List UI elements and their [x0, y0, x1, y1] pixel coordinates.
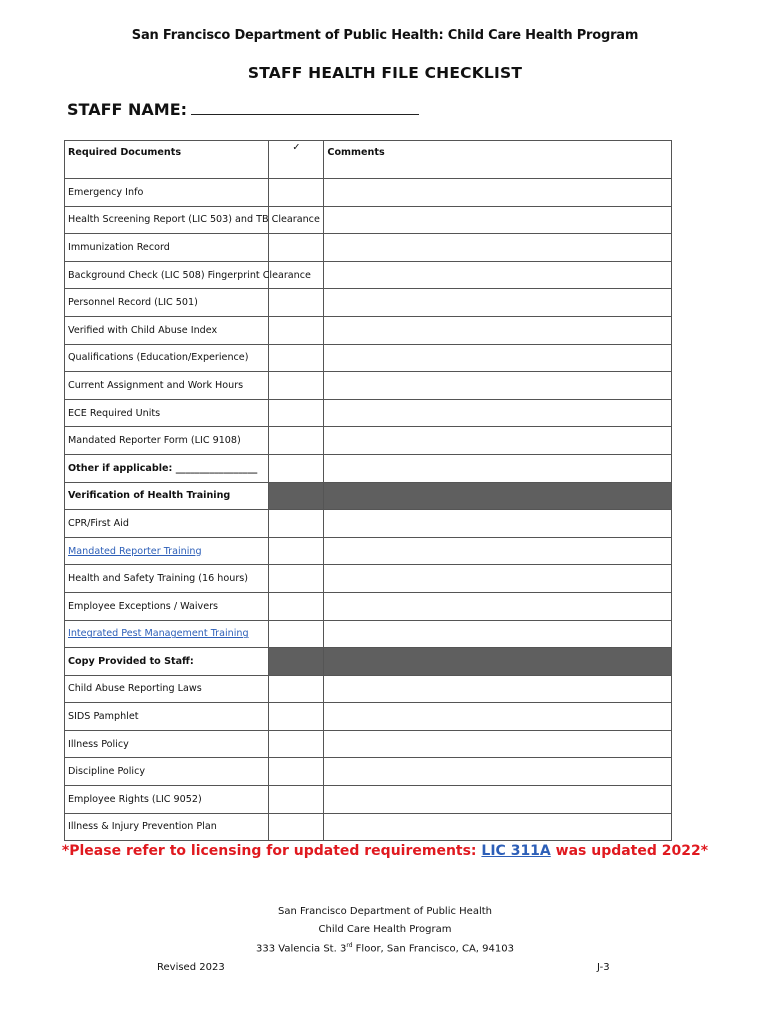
- row-label-other[interactable]: Other if applicable: _________________: [65, 454, 269, 482]
- comment-cell[interactable]: [324, 179, 672, 207]
- section-label-copy-provided: Copy Provided to Staff:: [65, 648, 269, 676]
- shaded-cell: [324, 648, 672, 676]
- comment-cell[interactable]: [324, 510, 672, 538]
- comment-cell[interactable]: [324, 675, 672, 703]
- row-label: Mandated Reporter Form (LIC 9108): [65, 427, 269, 455]
- table-row: [65, 758, 672, 786]
- comment-cell[interactable]: [324, 316, 672, 344]
- check-cell[interactable]: [269, 510, 324, 538]
- page-title: STAFF HEALTH FILE CHECKLIST: [247, 64, 523, 82]
- table-row: [65, 537, 672, 565]
- table-row: [65, 620, 672, 648]
- header-comments: Comments: [324, 141, 672, 179]
- staff-name-line[interactable]: [191, 100, 419, 115]
- footer-address-sup: rd: [346, 942, 353, 949]
- comment-cell[interactable]: [324, 730, 672, 758]
- table-row: [65, 261, 672, 289]
- comment-cell[interactable]: [324, 592, 672, 620]
- check-cell[interactable]: [269, 427, 324, 455]
- row-label: Employee Exceptions / Waivers: [65, 592, 269, 620]
- row-label-cell: [65, 537, 269, 565]
- header-check-icon: ✓: [269, 141, 324, 179]
- comment-cell[interactable]: [324, 786, 672, 814]
- row-label: Verified with Child Abuse Index: [65, 316, 269, 344]
- check-cell[interactable]: [269, 179, 324, 207]
- footer-program: Child Care Health Program: [318, 924, 452, 935]
- check-cell[interactable]: [269, 592, 324, 620]
- mandated-reporter-training-link[interactable]: Mandated Reporter Training: [68, 545, 202, 557]
- check-cell[interactable]: [269, 344, 324, 372]
- organization-title: San Francisco Department of Public Health: Child Care Health Program: [131, 28, 639, 43]
- row-label: Discipline Policy: [65, 758, 269, 786]
- comment-cell[interactable]: [324, 372, 672, 400]
- comment-cell[interactable]: [324, 427, 672, 455]
- check-cell[interactable]: [269, 316, 324, 344]
- table-row: [65, 510, 672, 538]
- table-row: [65, 565, 672, 593]
- page-number: J-3: [597, 962, 610, 973]
- section-label-health-training: Verification of Health Training: [65, 482, 269, 510]
- revised-date: Revised 2023: [157, 962, 225, 973]
- table-row: [65, 372, 672, 400]
- ipm-training-link[interactable]: Integrated Pest Management Training: [68, 628, 249, 640]
- checklist-table: [64, 140, 672, 841]
- check-cell[interactable]: [269, 289, 324, 317]
- comment-cell[interactable]: [324, 454, 672, 482]
- check-cell[interactable]: [269, 565, 324, 593]
- row-label: Personnel Record (LIC 501): [65, 289, 269, 317]
- check-cell[interactable]: [269, 372, 324, 400]
- check-cell[interactable]: [269, 454, 324, 482]
- check-cell[interactable]: [269, 758, 324, 786]
- row-label: CPR/First Aid: [65, 510, 269, 538]
- staff-name-field: [67, 100, 419, 119]
- row-label: Immunization Record: [65, 234, 269, 262]
- row-label-cell: [65, 620, 269, 648]
- licensing-notice: [0, 843, 770, 859]
- footer-org: San Francisco Department of Public Health: [278, 906, 492, 917]
- table-row: [65, 206, 672, 234]
- comment-cell[interactable]: [324, 206, 672, 234]
- table-row: [65, 730, 672, 758]
- row-label: ECE Required Units: [65, 399, 269, 427]
- table-row: [65, 344, 672, 372]
- shaded-cell: [269, 482, 324, 510]
- row-label: Illness & Injury Prevention Plan: [65, 813, 269, 841]
- comment-cell[interactable]: [324, 234, 672, 262]
- check-cell[interactable]: [269, 675, 324, 703]
- table-row: [65, 399, 672, 427]
- shaded-cell: [324, 482, 672, 510]
- table-row: [65, 675, 672, 703]
- row-label: Illness Policy: [65, 730, 269, 758]
- check-cell[interactable]: [269, 703, 324, 731]
- comment-cell[interactable]: [324, 620, 672, 648]
- table-row: [65, 454, 672, 482]
- lic-311a-link[interactable]: LIC 311A: [481, 843, 551, 859]
- table-row: [65, 427, 672, 455]
- check-cell[interactable]: [269, 730, 324, 758]
- footer-address: [0, 942, 770, 954]
- check-cell[interactable]: [269, 399, 324, 427]
- notice-suffix: was updated 2022*: [550, 843, 709, 859]
- table-row: [65, 703, 672, 731]
- section-header-row: [65, 648, 672, 676]
- footer-address-part2: Floor, San Francisco, CA, 94103: [352, 943, 514, 955]
- check-cell[interactable]: [269, 537, 324, 565]
- row-label: Qualifications (Education/Experience): [65, 344, 269, 372]
- table-row: [65, 786, 672, 814]
- table-row: [65, 289, 672, 317]
- row-label: SIDS Pamphlet: [65, 703, 269, 731]
- table-row: [65, 813, 672, 841]
- row-label: Current Assignment and Work Hours: [65, 372, 269, 400]
- check-cell[interactable]: [269, 813, 324, 841]
- comment-cell[interactable]: [324, 261, 672, 289]
- row-label: Child Abuse Reporting Laws: [65, 675, 269, 703]
- check-cell[interactable]: [269, 786, 324, 814]
- row-label: Emergency Info: [65, 179, 269, 207]
- table-row: [65, 179, 672, 207]
- table-header-row: [65, 141, 672, 179]
- section-header-row: [65, 482, 672, 510]
- comment-cell[interactable]: [324, 289, 672, 317]
- comment-cell[interactable]: [324, 565, 672, 593]
- comment-cell[interactable]: [324, 537, 672, 565]
- comment-cell[interactable]: [324, 813, 672, 841]
- footer-address-part1: 333 Valencia St. 3: [256, 943, 347, 955]
- row-label: Background Check (LIC 508) Fingerprint Clearance: [65, 261, 269, 289]
- staff-name-label: STAFF NAME:: [67, 100, 188, 119]
- comment-cell[interactable]: [324, 399, 672, 427]
- row-label: Employee Rights (LIC 9052): [65, 786, 269, 814]
- notice-prefix: *Please refer to licensing for updated requirements:: [61, 843, 482, 859]
- header-required-documents: Required Documents: [65, 141, 269, 179]
- check-cell[interactable]: [269, 234, 324, 262]
- row-label: Health and Safety Training (16 hours): [65, 565, 269, 593]
- table-row: [65, 316, 672, 344]
- comment-cell[interactable]: [324, 344, 672, 372]
- table-row: [65, 592, 672, 620]
- check-cell[interactable]: [269, 620, 324, 648]
- comment-cell[interactable]: [324, 758, 672, 786]
- shaded-cell: [269, 648, 324, 676]
- table-row: [65, 234, 672, 262]
- row-label: Health Screening Report (LIC 503) and TB Clearance: [65, 206, 269, 234]
- comment-cell[interactable]: [324, 703, 672, 731]
